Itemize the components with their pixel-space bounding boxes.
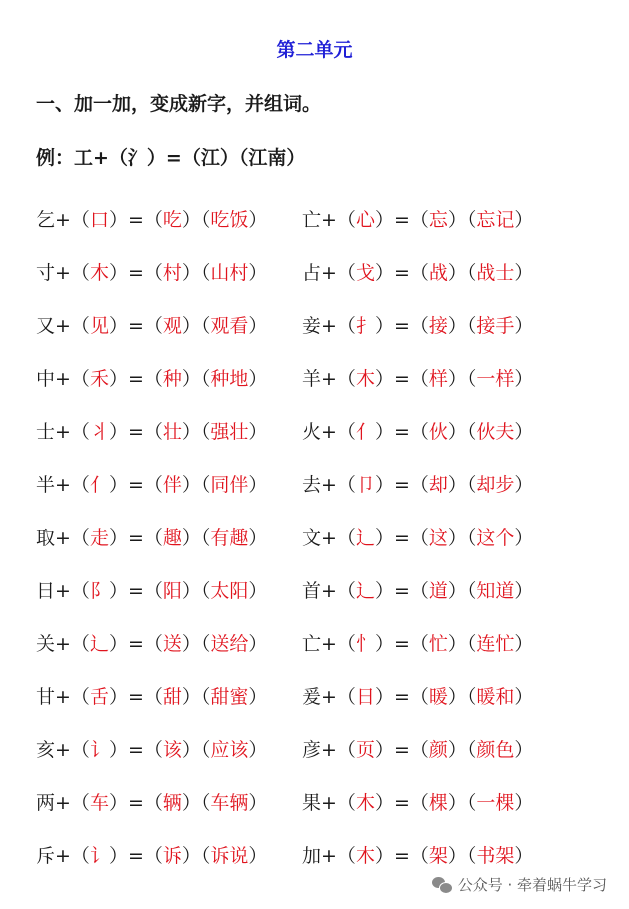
- exercise-item: [36, 523, 302, 550]
- plus-open: +（: [321, 845, 356, 867]
- exercise-item: [302, 735, 568, 762]
- added-part: 亻: [355, 421, 375, 443]
- compound-word: 山村: [210, 262, 249, 284]
- paren-break: ）（: [447, 633, 477, 655]
- plus-open: +（: [55, 633, 90, 655]
- base-char: 加: [302, 845, 322, 867]
- plus-open: +（: [321, 633, 356, 655]
- compound-word: 忘记: [476, 209, 515, 231]
- compound-word: 车辆: [210, 792, 249, 814]
- base-char: 两: [36, 792, 56, 814]
- exercise-row: [36, 298, 616, 351]
- exercise-item: [36, 629, 302, 656]
- paren-break: ）（: [181, 527, 211, 549]
- added-part: 戈: [355, 262, 375, 284]
- plus-open: +（: [321, 368, 356, 390]
- paren-break: ）（: [447, 739, 477, 761]
- exercise-item: [302, 470, 568, 497]
- plus-open: +（: [55, 739, 90, 761]
- new-char: 辆: [162, 792, 182, 814]
- base-char: 士: [36, 421, 56, 443]
- compound-word: 应该: [210, 739, 249, 761]
- base-char: 彦: [302, 739, 322, 761]
- exercise-item: [36, 258, 302, 285]
- equals-open: ）=（: [374, 527, 429, 549]
- equals-open: ）=（: [108, 474, 163, 496]
- plus-open: +（: [55, 580, 90, 602]
- equals-open: ）=（: [108, 209, 163, 231]
- plus-open: +（: [55, 209, 90, 231]
- new-char: 村: [162, 262, 182, 284]
- plus-open: +（: [321, 686, 356, 708]
- base-char: 亡: [302, 633, 322, 655]
- new-char: 接: [428, 315, 448, 337]
- close-paren: ）: [514, 686, 534, 708]
- base-char: 斥: [36, 845, 56, 867]
- exercise-item: [36, 205, 302, 232]
- base-char: 羊: [302, 368, 322, 390]
- added-part: 见: [89, 315, 109, 337]
- exercise-row: [36, 722, 616, 775]
- new-char: 战: [428, 262, 448, 284]
- added-part: 页: [355, 739, 375, 761]
- base-char: 文: [302, 527, 322, 549]
- compound-word: 颜色: [476, 739, 515, 761]
- compound-word: 这个: [476, 527, 515, 549]
- compound-word: 送给: [210, 633, 249, 655]
- base-char: 果: [302, 792, 322, 814]
- paren-break: ）（: [447, 686, 477, 708]
- close-paren: ）: [248, 580, 268, 602]
- close-paren: ）: [514, 527, 534, 549]
- exercise-item: [302, 311, 568, 338]
- equals-open: ）=（: [374, 474, 429, 496]
- new-char: 吃: [162, 209, 182, 231]
- close-paren: ）: [248, 315, 268, 337]
- paren-break: ）（: [447, 209, 477, 231]
- paren-break: ）（: [181, 474, 211, 496]
- compound-word: 却步: [476, 474, 515, 496]
- exercise-rows: [36, 192, 616, 881]
- close-paren: ）: [514, 633, 534, 655]
- added-part: 讠: [89, 845, 109, 867]
- exercise-item: [36, 470, 302, 497]
- plus-open: +（: [55, 474, 90, 496]
- exercise-item: [36, 735, 302, 762]
- exercise-row: [36, 669, 616, 722]
- new-char: 忘: [428, 209, 448, 231]
- base-char: 半: [36, 474, 56, 496]
- plus-open: +（: [321, 209, 356, 231]
- exercise-row: [36, 775, 616, 828]
- close-paren: ）: [514, 474, 534, 496]
- added-part: 忄: [355, 633, 375, 655]
- added-part: 日: [355, 686, 375, 708]
- base-char: 占: [302, 262, 322, 284]
- equals-open: ）=（: [108, 527, 163, 549]
- compound-word: 一棵: [476, 792, 515, 814]
- close-paren: ）: [248, 527, 268, 549]
- exercise-row: [36, 404, 616, 457]
- exercise-instruction: 一、加一加，变成新字，并组词。: [36, 93, 322, 115]
- paren-break: ）（: [181, 209, 211, 231]
- exercise-item: [302, 576, 568, 603]
- compound-word: 书架: [476, 845, 515, 867]
- equals-open: ）=（: [108, 315, 163, 337]
- base-char: 又: [36, 315, 56, 337]
- close-paren: ）: [248, 368, 268, 390]
- close-paren: ）: [248, 421, 268, 443]
- compound-word: 观看: [210, 315, 249, 337]
- equals-open: ）=（: [108, 686, 163, 708]
- plus-open: +（: [321, 315, 356, 337]
- added-part: 卩: [355, 474, 375, 496]
- paren-break: ）（: [181, 792, 211, 814]
- equals-open: ）=（: [374, 421, 429, 443]
- equals-open: ）=（: [374, 633, 429, 655]
- new-char: 种: [162, 368, 182, 390]
- added-part: 辶: [355, 580, 375, 602]
- exercise-item: [36, 682, 302, 709]
- close-paren: ）: [248, 845, 268, 867]
- added-part: 心: [355, 209, 375, 231]
- base-char: 日: [36, 580, 56, 602]
- paren-break: ）（: [181, 315, 211, 337]
- added-part: 口: [89, 209, 109, 231]
- added-part: 讠: [89, 739, 109, 761]
- close-paren: ）: [514, 209, 534, 231]
- exercise-row: [36, 563, 616, 616]
- added-part: 扌: [355, 315, 375, 337]
- footer-text: 公众号 · 牵着蜗牛学习: [457, 876, 607, 894]
- exercise-item: [302, 205, 568, 232]
- close-paren: ）: [514, 580, 534, 602]
- new-char: 这: [428, 527, 448, 549]
- compound-word: 一样: [476, 368, 515, 390]
- base-char: 火: [302, 421, 322, 443]
- base-char: 首: [302, 580, 322, 602]
- added-part: 阝: [89, 580, 109, 602]
- equals-open: ）=（: [374, 209, 429, 231]
- equals-open: ）=（: [108, 368, 163, 390]
- plus-open: +（: [321, 792, 356, 814]
- plus-open: +（: [55, 315, 90, 337]
- close-paren: ）: [514, 792, 534, 814]
- base-char: 中: [36, 368, 56, 390]
- compound-word: 暖和: [476, 686, 515, 708]
- paren-break: ）（: [181, 421, 211, 443]
- added-part: 丬: [89, 421, 109, 443]
- compound-word: 接手: [476, 315, 515, 337]
- close-paren: ）: [514, 845, 534, 867]
- equals-open: ）=（: [108, 580, 163, 602]
- equals-open: ）=（: [374, 368, 429, 390]
- close-paren: ）: [248, 792, 268, 814]
- paren-break: ）（: [447, 262, 477, 284]
- base-char: 取: [36, 527, 56, 549]
- exercise-item: [302, 788, 568, 815]
- close-paren: ）: [514, 368, 534, 390]
- exercise-row: [36, 457, 616, 510]
- close-paren: ）: [248, 739, 268, 761]
- compound-word: 知道: [476, 580, 515, 602]
- close-paren: ）: [514, 315, 534, 337]
- new-char: 观: [162, 315, 182, 337]
- exercise-row: [36, 351, 616, 404]
- paren-break: ）（: [447, 845, 477, 867]
- exercise-item: [302, 523, 568, 550]
- paren-break: ）（: [447, 580, 477, 602]
- compound-word: 诉说: [210, 845, 249, 867]
- new-char: 颜: [428, 739, 448, 761]
- new-char: 趣: [162, 527, 182, 549]
- equals-open: ）=（: [374, 792, 429, 814]
- equals-open: ）=（: [374, 262, 429, 284]
- exercise-item: [36, 364, 302, 391]
- new-char: 棵: [428, 792, 448, 814]
- base-char: 乞: [36, 209, 56, 231]
- added-part: 辶: [355, 527, 375, 549]
- compound-word: 强壮: [210, 421, 249, 443]
- compound-word: 太阳: [210, 580, 249, 602]
- new-char: 样: [428, 368, 448, 390]
- new-char: 该: [162, 739, 182, 761]
- new-char: 伴: [162, 474, 182, 496]
- close-paren: ）: [248, 686, 268, 708]
- new-char: 暖: [428, 686, 448, 708]
- close-paren: ）: [248, 262, 268, 284]
- added-part: 舌: [89, 686, 109, 708]
- added-part: 辶: [89, 633, 109, 655]
- compound-word: 种地: [210, 368, 249, 390]
- equals-open: ）=（: [374, 315, 429, 337]
- equals-open: ）=（: [374, 739, 429, 761]
- exercise-item: [36, 576, 302, 603]
- equals-open: ）=（: [108, 421, 163, 443]
- paren-break: ）（: [447, 527, 477, 549]
- base-char: 亥: [36, 739, 56, 761]
- exercise-item: [36, 311, 302, 338]
- exercise-item: [36, 841, 302, 868]
- plus-open: +（: [55, 686, 90, 708]
- added-part: 车: [89, 792, 109, 814]
- new-char: 架: [428, 845, 448, 867]
- equals-open: ）=（: [374, 580, 429, 602]
- paren-break: ）（: [181, 633, 211, 655]
- close-paren: ）: [514, 421, 534, 443]
- plus-open: +（: [55, 845, 90, 867]
- exercise-item: [302, 682, 568, 709]
- equals-open: ）=（: [108, 739, 163, 761]
- paren-break: ）（: [181, 845, 211, 867]
- exercise-row: [36, 510, 616, 563]
- exercise-item: [302, 364, 568, 391]
- base-char: 关: [36, 633, 56, 655]
- base-char: 寸: [36, 262, 56, 284]
- new-char: 道: [428, 580, 448, 602]
- equals-open: ）=（: [374, 845, 429, 867]
- new-char: 壮: [162, 421, 182, 443]
- equals-open: ）=（: [374, 686, 429, 708]
- paren-break: ）（: [447, 368, 477, 390]
- equals-open: ）=（: [108, 633, 163, 655]
- base-char: 亡: [302, 209, 322, 231]
- base-char: 去: [302, 474, 322, 496]
- new-char: 忙: [428, 633, 448, 655]
- new-char: 却: [428, 474, 448, 496]
- added-part: 木: [355, 792, 375, 814]
- exercise-row: [36, 192, 616, 245]
- base-char: 妾: [302, 315, 322, 337]
- new-char: 伙: [428, 421, 448, 443]
- plus-open: +（: [321, 421, 356, 443]
- exercise-item: [302, 841, 568, 868]
- close-paren: ）: [248, 633, 268, 655]
- paren-break: ）（: [447, 792, 477, 814]
- exercise-row: [36, 616, 616, 669]
- new-char: 甜: [162, 686, 182, 708]
- added-part: 木: [355, 845, 375, 867]
- plus-open: +（: [321, 739, 356, 761]
- paren-break: ）（: [447, 421, 477, 443]
- added-part: 木: [89, 262, 109, 284]
- page-title: 第二单元: [276, 39, 353, 61]
- close-paren: ）: [248, 209, 268, 231]
- wechat-icon: [432, 877, 452, 893]
- exercise-item: [36, 788, 302, 815]
- added-part: 走: [89, 527, 109, 549]
- new-char: 诉: [162, 845, 182, 867]
- equals-open: ）=（: [108, 792, 163, 814]
- added-part: 亻: [89, 474, 109, 496]
- paren-break: ）（: [181, 262, 211, 284]
- footer-watermark: [432, 874, 607, 895]
- compound-word: 同伴: [210, 474, 249, 496]
- exercise-item: [36, 417, 302, 444]
- exercise-item: [302, 258, 568, 285]
- equals-open: ）=（: [108, 845, 163, 867]
- plus-open: +（: [55, 262, 90, 284]
- new-char: 送: [162, 633, 182, 655]
- compound-word: 甜蜜: [210, 686, 249, 708]
- base-char: 甘: [36, 686, 56, 708]
- close-paren: ）: [248, 474, 268, 496]
- exercise-row: [36, 245, 616, 298]
- plus-open: +（: [55, 527, 90, 549]
- new-char: 阳: [162, 580, 182, 602]
- compound-word: 有趣: [210, 527, 249, 549]
- plus-open: +（: [55, 792, 90, 814]
- compound-word: 战士: [476, 262, 515, 284]
- paren-break: ）（: [181, 739, 211, 761]
- equals-open: ）=（: [108, 262, 163, 284]
- compound-word: 伙夫: [476, 421, 515, 443]
- added-part: 禾: [89, 368, 109, 390]
- compound-word: 吃饭: [210, 209, 249, 231]
- paren-break: ）（: [447, 474, 477, 496]
- close-paren: ）: [514, 262, 534, 284]
- exercise-item: [302, 417, 568, 444]
- plus-open: +（: [55, 421, 90, 443]
- exercise-item: [302, 629, 568, 656]
- compound-word: 连忙: [476, 633, 515, 655]
- exercise-example: 例：工+（氵）=（江）（江南）: [36, 147, 306, 169]
- base-char: 爰: [302, 686, 322, 708]
- plus-open: +（: [321, 474, 356, 496]
- close-paren: ）: [514, 739, 534, 761]
- plus-open: +（: [321, 527, 356, 549]
- paren-break: ）（: [181, 368, 211, 390]
- plus-open: +（: [55, 368, 90, 390]
- paren-break: ）（: [181, 580, 211, 602]
- plus-open: +（: [321, 580, 356, 602]
- paren-break: ）（: [447, 315, 477, 337]
- added-part: 木: [355, 368, 375, 390]
- plus-open: +（: [321, 262, 356, 284]
- paren-break: ）（: [181, 686, 211, 708]
